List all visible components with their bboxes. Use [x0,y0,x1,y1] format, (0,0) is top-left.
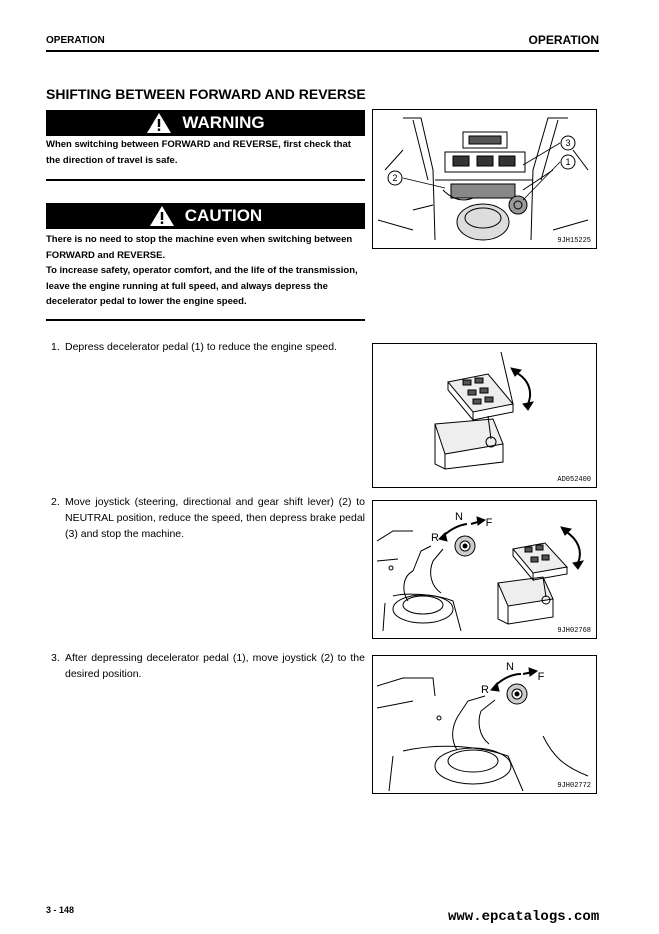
figure-code: 9JH15225 [557,237,591,245]
step-number: 3. [51,652,60,664]
figure-pedal [372,343,597,488]
caution-label: CAUTION [184,206,263,225]
label-forward: F [485,517,493,529]
figure-code: 9JH02768 [557,627,591,635]
caution-text [46,232,365,310]
figure-joystick-pedal [372,500,597,639]
warning-paragraph: When switching between FORWARD and REVERSE, first check that the direction of travel is safe. [46,139,351,166]
label-forward: F [537,671,545,683]
decelerator-pedal-illustration [373,344,596,487]
label-neutral: N [455,511,463,523]
step-text: Move joystick (steering, directional and gear shift lever) (2) to NEUTRAL position, reduce the speed, then depress brake pedal (3) and stop the machine. [65,496,365,540]
figure-code: AD052400 [557,476,591,484]
caution-rule [46,319,365,321]
callout-3: 3 [565,138,571,148]
warning-text [46,137,365,168]
label-neutral: N [506,661,514,673]
step-2 [51,494,365,542]
warning-banner [46,110,365,136]
cab-illustration [373,110,596,248]
figure-cab [372,109,597,249]
step-3 [51,650,365,682]
warning-triangle-icon [146,112,172,134]
step-number: 1. [51,341,60,353]
joystick-and-brake-pedal-illustration [373,501,596,638]
header-rule [46,50,599,52]
callout-2: 2 [392,173,398,183]
figure-joystick [372,655,597,794]
warning-rule [46,179,365,181]
caution-banner [46,203,365,229]
label-reverse: R [481,684,489,696]
header-section-label: OPERATION [46,35,105,46]
warning-label: WARNING [182,113,265,132]
page-title: SHIFTING BETWEEN FORWARD AND REVERSE [46,86,366,102]
caution-paragraph-1: There is no need to stop the machine even when switching between FORWARD and REVERSE. [46,234,353,261]
header-chapter-label: OPERATION [528,33,599,47]
footer-url: www.epcatalogs.com [448,909,600,925]
joystick-illustration [373,656,596,793]
label-reverse: R [431,532,439,544]
caution-triangle-icon [149,205,175,227]
step-number: 2. [51,496,60,508]
step-text: After depressing decelerator pedal (1), move joystick (2) to the desired position. [65,652,365,680]
step-text: Depress decelerator pedal (1) to reduce the engine speed. [65,341,338,353]
caution-paragraph-2: To increase safety, operator comfort, and the life of the transmission, leave the engine running at full speed, and always depress the decelerator pedal to lower the engine speed. [46,265,358,307]
callout-1: 1 [565,157,571,167]
page-number: 3 - 148 [46,905,75,915]
figure-code: 9JH02772 [557,782,591,790]
step-1 [51,339,365,355]
